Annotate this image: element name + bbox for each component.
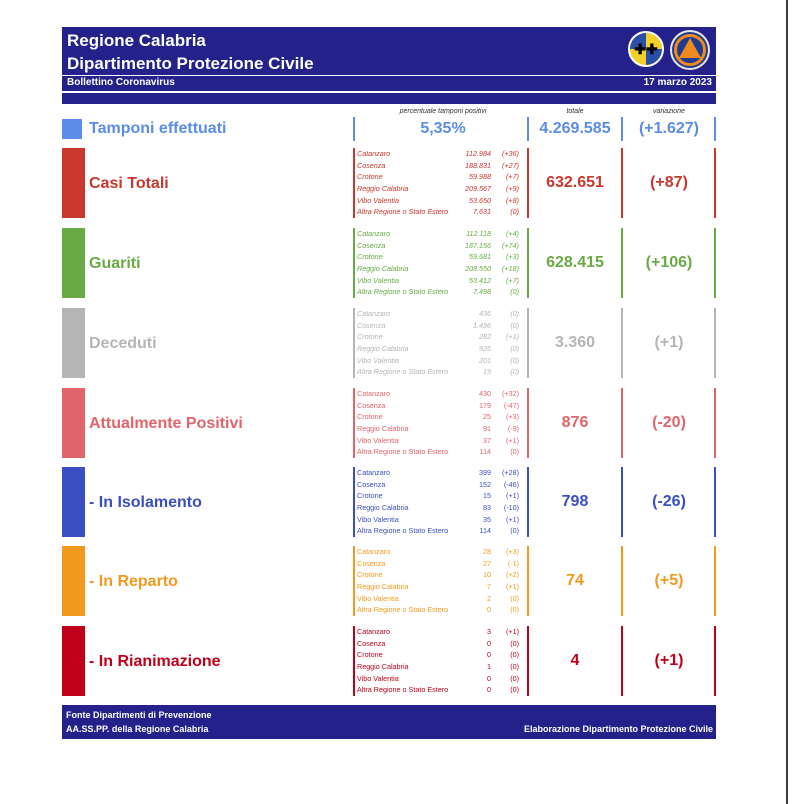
- province-value: 201: [479, 355, 491, 365]
- category-color-bar: [62, 148, 85, 218]
- category-label: - In Isolamento: [89, 494, 202, 511]
- province-variation: (-46): [503, 479, 519, 489]
- province-name: Catanzaro: [357, 547, 391, 556]
- province-line: [357, 240, 527, 252]
- province-name: Crotone: [357, 332, 383, 342]
- category-color-bar: [62, 308, 85, 378]
- province-value: 114: [479, 447, 491, 457]
- category-row: [62, 388, 716, 458]
- province-variation: (0): [510, 638, 519, 648]
- province-variation: (+27): [502, 160, 519, 170]
- province-value: 27: [483, 558, 491, 568]
- province-line: [357, 514, 527, 526]
- province-variation: (+32): [502, 389, 519, 398]
- column-header-percentage: percentuale tamponi positivi: [399, 108, 487, 115]
- province-line: [357, 435, 527, 447]
- province-line: [357, 183, 527, 195]
- province-value: 0: [487, 650, 491, 660]
- province-name: Reggio Calabria: [357, 344, 409, 354]
- header-title-region: Regione Calabria: [67, 31, 206, 50]
- province-name: Altra Regione o Stato Estero: [357, 367, 449, 377]
- column-separator: [353, 546, 355, 616]
- province-breakdown: [357, 467, 527, 537]
- province-line: [357, 502, 527, 514]
- province-value: 7.631: [473, 207, 491, 217]
- province-line: [357, 558, 527, 570]
- province-name: Reggio Calabria: [357, 184, 409, 194]
- category-label: - In Rianimazione: [89, 653, 221, 670]
- province-value: 208.550: [465, 264, 491, 274]
- category-label: Casi Totali: [89, 175, 169, 192]
- province-name: Altra Regione o Stato Estero: [357, 605, 449, 615]
- province-variation: (+36): [502, 149, 519, 158]
- province-line: [357, 286, 527, 298]
- province-line: [357, 423, 527, 435]
- footer-credit: Elaborazione Dipartimento Protezione Civile: [523, 724, 713, 734]
- province-line: [357, 366, 527, 378]
- header-bottom-bar: [62, 93, 716, 104]
- province-variation: (+7): [506, 275, 519, 285]
- province-value: 10: [483, 570, 491, 580]
- province-value: 1: [487, 662, 491, 672]
- province-name: Vibo Valentia: [357, 195, 399, 205]
- category-total: 628.415: [546, 254, 604, 271]
- province-name: Altra Regione o Stato Estero: [357, 207, 449, 217]
- province-value: 7: [487, 582, 491, 592]
- province-line: [357, 479, 527, 491]
- province-line: [357, 228, 527, 240]
- province-variation: (+3): [506, 412, 519, 422]
- province-variation: (+1): [506, 627, 519, 636]
- calabria-crest-icon: ✚✚: [628, 31, 664, 67]
- province-variation: (0): [510, 685, 519, 695]
- province-value: 53.650: [469, 195, 491, 205]
- province-value: 209.567: [465, 184, 491, 194]
- province-variation: (0): [510, 355, 519, 365]
- tamponi-row: [62, 119, 716, 141]
- province-name: Reggio Calabria: [357, 582, 409, 592]
- column-separator: [353, 467, 355, 537]
- column-separator: [353, 228, 355, 298]
- province-variation: (-1): [507, 558, 519, 568]
- province-variation: (0): [510, 662, 519, 672]
- footer-banner: [62, 705, 716, 739]
- category-color-bar: [62, 388, 85, 458]
- province-name: Altra Regione o Stato Estero: [357, 287, 449, 297]
- province-value: 0: [487, 605, 491, 615]
- category-color-bar: [62, 467, 85, 537]
- column-separator: [353, 626, 355, 696]
- province-name: Catanzaro: [357, 468, 391, 477]
- province-variation: (0): [510, 447, 519, 457]
- province-breakdown: [357, 626, 527, 696]
- province-value: 25: [483, 412, 491, 422]
- province-variation: (+18): [502, 264, 519, 274]
- province-variation: (0): [510, 605, 519, 615]
- province-line: [357, 673, 527, 685]
- province-name: Crotone: [357, 412, 383, 422]
- province-name: Vibo Valentia: [357, 514, 399, 524]
- province-line: [357, 320, 527, 332]
- category-total: 632.651: [546, 174, 604, 191]
- province-name: Reggio Calabria: [357, 662, 409, 672]
- category-variation: (-26): [652, 493, 686, 510]
- category-row: [62, 467, 716, 537]
- province-line: [357, 661, 527, 673]
- province-variation: (0): [510, 526, 519, 536]
- province-value: 114: [479, 526, 491, 536]
- province-line: [357, 490, 527, 502]
- province-name: Cosenza: [357, 160, 386, 170]
- province-name: Catanzaro: [357, 389, 391, 398]
- province-name: Cosenza: [357, 400, 386, 410]
- column-header-total: totale: [566, 108, 584, 115]
- province-line: [357, 569, 527, 581]
- province-name: Cosenza: [357, 320, 386, 330]
- province-value: 28: [483, 547, 491, 556]
- category-row: [62, 148, 716, 218]
- category-total: 876: [561, 414, 589, 431]
- column-separator: [353, 148, 355, 218]
- province-line: [357, 525, 527, 537]
- province-line: [357, 171, 527, 183]
- province-name: Altra Regione o Stato Estero: [357, 526, 449, 536]
- header-title-department: Dipartimento Protezione Civile: [67, 54, 314, 73]
- province-value: 91: [483, 424, 491, 434]
- province-line: [357, 593, 527, 605]
- province-name: Crotone: [357, 172, 383, 182]
- province-value: 19: [483, 367, 491, 377]
- province-line: [357, 308, 527, 320]
- province-line: [357, 263, 527, 275]
- province-line: [357, 251, 527, 263]
- category-color-bar: [62, 626, 85, 696]
- province-line: [357, 446, 527, 458]
- province-value: 152: [479, 479, 491, 489]
- province-name: Reggio Calabria: [357, 424, 409, 434]
- province-line: [357, 581, 527, 593]
- province-line: [357, 148, 527, 160]
- province-name: Cosenza: [357, 240, 386, 250]
- header-subtitle: Bollettino Coronavirus: [67, 77, 175, 88]
- province-value: 282: [479, 332, 491, 342]
- province-name: Crotone: [357, 570, 383, 580]
- province-value: 188.831: [465, 160, 491, 170]
- province-name: Reggio Calabria: [357, 503, 409, 513]
- footer-source-line1: Fonte Dipartimenti di Prevenzione: [66, 710, 212, 720]
- province-variation: (0): [510, 367, 519, 377]
- category-variation: (+1): [654, 334, 684, 351]
- province-value: 112.984: [465, 149, 491, 158]
- province-value: 179: [479, 400, 491, 410]
- province-breakdown: [357, 308, 527, 378]
- province-line: [357, 388, 527, 400]
- province-value: 3: [487, 627, 491, 636]
- province-name: Catanzaro: [357, 229, 391, 238]
- province-line: [357, 604, 527, 616]
- province-value: 7.498: [473, 287, 491, 297]
- province-variation: (0): [510, 344, 519, 354]
- province-line: [357, 206, 527, 218]
- province-name: Vibo Valentia: [357, 275, 399, 285]
- province-line: [357, 355, 527, 367]
- province-name: Vibo Valentia: [357, 355, 399, 365]
- category-total: 74: [566, 572, 584, 589]
- province-variation: (+3): [506, 252, 519, 262]
- category-variation: (+106): [645, 254, 693, 271]
- province-line: [357, 684, 527, 696]
- province-name: Crotone: [357, 252, 383, 262]
- tamponi-percentage: 5,35%: [420, 120, 466, 137]
- category-variation: (+87): [650, 174, 688, 191]
- province-name: Vibo Valentia: [357, 435, 399, 445]
- province-breakdown: [357, 228, 527, 298]
- category-color-bar: [62, 228, 85, 298]
- category-variation: (-20): [652, 414, 686, 431]
- province-line: [357, 195, 527, 207]
- province-variation: (+7): [506, 172, 519, 182]
- province-value: 112.118: [466, 229, 491, 238]
- category-row: [62, 308, 716, 378]
- province-line: [357, 649, 527, 661]
- province-variation: (+1): [506, 332, 519, 342]
- province-name: Reggio Calabria: [357, 264, 409, 274]
- province-variation: (+9): [506, 184, 519, 194]
- province-variation: (+74): [502, 240, 519, 250]
- province-value: 430: [479, 389, 491, 398]
- category-total: 4: [570, 652, 580, 669]
- province-variation: (+4): [506, 229, 519, 238]
- category-label: Guariti: [89, 255, 141, 272]
- category-total: 798: [561, 493, 589, 510]
- province-name: Altra Regione o Stato Estero: [357, 685, 449, 695]
- province-value: 436: [479, 309, 491, 318]
- province-value: 83: [483, 503, 491, 513]
- tamponi-variation: (+1.627): [638, 120, 700, 137]
- footer-source-line2: AA.SS.PP. della Regione Calabria: [66, 724, 209, 734]
- province-value: 35: [483, 514, 491, 524]
- province-value: 37: [483, 435, 491, 445]
- category-row: [62, 626, 716, 696]
- province-name: Catanzaro: [357, 309, 391, 318]
- page-edge: [786, 0, 788, 804]
- category-row: [62, 546, 716, 616]
- category-variation: (+1): [654, 652, 684, 669]
- category-label: Deceduti: [89, 335, 157, 352]
- province-variation: (0): [510, 673, 519, 683]
- province-variation: (-47): [503, 400, 519, 410]
- province-line: [357, 160, 527, 172]
- province-name: Altra Regione o Stato Estero: [357, 447, 449, 457]
- province-value: 2: [487, 593, 491, 603]
- tamponi-color-square: [62, 119, 82, 139]
- province-variation: (+2): [506, 570, 519, 580]
- province-breakdown: [357, 148, 527, 218]
- province-value: 187.156: [465, 240, 491, 250]
- column-header-variation: variazione: [653, 108, 685, 115]
- province-variation: (+1): [506, 491, 519, 501]
- province-line: [357, 400, 527, 412]
- header-banner: [62, 27, 716, 91]
- province-variation: (+1): [506, 514, 519, 524]
- column-separator: [353, 388, 355, 458]
- province-value: 59.681: [469, 252, 491, 262]
- province-variation: (+1): [506, 435, 519, 445]
- category-label: - In Reparto: [89, 573, 178, 590]
- tamponi-separator: [714, 117, 716, 141]
- province-variation: (+8): [506, 195, 519, 205]
- province-name: Vibo Valentia: [357, 673, 399, 683]
- province-line: [357, 343, 527, 355]
- tamponi-total: 4.269.585: [539, 120, 611, 137]
- province-variation: (0): [510, 593, 519, 603]
- province-variation: (-9): [507, 424, 519, 434]
- province-value: 53.412: [469, 275, 491, 285]
- province-value: 0: [487, 638, 491, 648]
- province-line: [357, 467, 527, 479]
- province-line: [357, 626, 527, 638]
- category-row: [62, 228, 716, 298]
- category-variation: (+5): [654, 572, 684, 589]
- column-separator: [353, 308, 355, 378]
- province-line: [357, 638, 527, 650]
- province-breakdown: [357, 546, 527, 616]
- province-variation: (0): [510, 650, 519, 660]
- province-name: Cosenza: [357, 558, 386, 568]
- province-value: 926: [479, 344, 491, 354]
- province-line: [357, 546, 527, 558]
- province-name: Catanzaro: [357, 627, 391, 636]
- province-value: 0: [487, 685, 491, 695]
- category-color-bar: [62, 546, 85, 616]
- province-variation: (+1): [506, 582, 519, 592]
- province-name: Catanzaro: [357, 149, 391, 158]
- tamponi-separator: [353, 117, 355, 141]
- province-name: Vibo Valentia: [357, 593, 399, 603]
- province-name: Cosenza: [357, 479, 386, 489]
- header-date: 17 marzo 2023: [643, 77, 712, 88]
- province-value: 15: [483, 491, 491, 501]
- province-name: Cosenza: [357, 638, 386, 648]
- province-variation: (+3): [506, 547, 519, 556]
- province-value: 0: [487, 673, 491, 683]
- province-variation: (0): [510, 320, 519, 330]
- tamponi-label: Tamponi effettuati: [89, 120, 227, 137]
- province-value: 399: [479, 468, 491, 477]
- province-value: 1.496: [473, 320, 491, 330]
- province-line: [357, 275, 527, 287]
- province-name: Crotone: [357, 491, 383, 501]
- province-breakdown: [357, 388, 527, 458]
- category-total: 3.360: [554, 334, 596, 351]
- province-variation: (-10): [503, 503, 519, 513]
- category-label: Attualmente Positivi: [89, 415, 243, 432]
- province-line: [357, 331, 527, 343]
- protezione-civile-logo-icon: [670, 30, 710, 70]
- province-variation: (0): [510, 207, 519, 217]
- province-variation: (0): [510, 287, 519, 297]
- province-value: 59.988: [469, 172, 491, 182]
- province-variation: (0): [510, 309, 519, 318]
- header-divider: [62, 75, 716, 76]
- province-name: Crotone: [357, 650, 383, 660]
- province-variation: (+28): [502, 468, 519, 477]
- province-line: [357, 411, 527, 423]
